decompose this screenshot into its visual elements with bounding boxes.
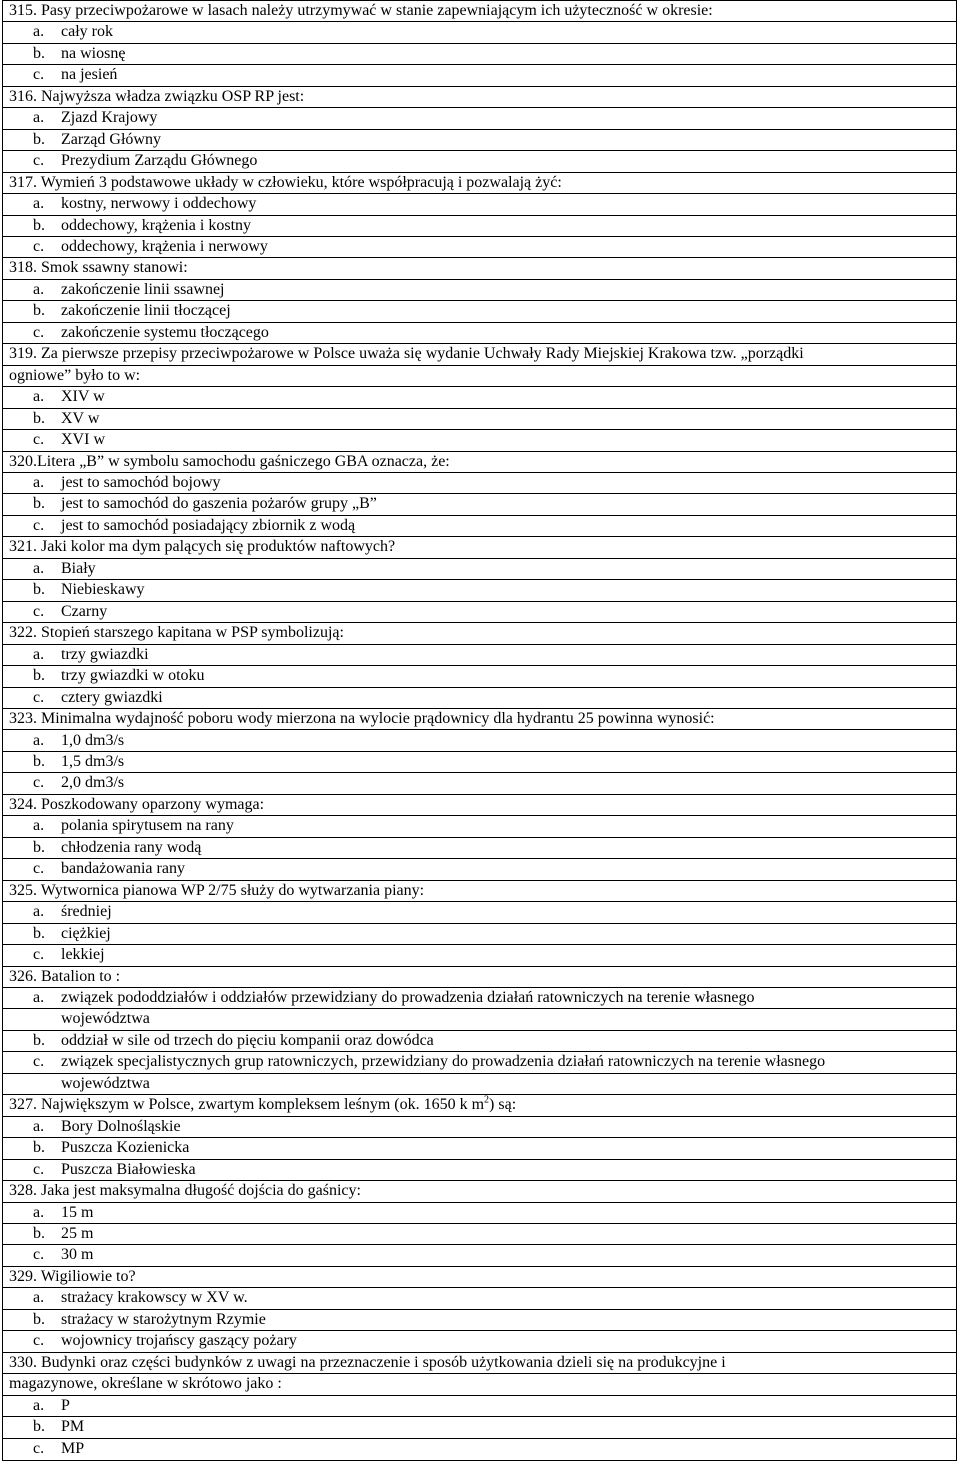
answer-letter: b. bbox=[33, 667, 45, 685]
answer-text: XIV w bbox=[61, 388, 105, 406]
answer-row bbox=[3, 1052, 956, 1073]
answer-text: województwa bbox=[61, 1074, 150, 1092]
answer-text: Zarząd Główny bbox=[61, 130, 161, 148]
answer-letter: b. bbox=[33, 130, 45, 148]
superscript: 2 bbox=[484, 1094, 490, 1106]
answer-text: zakończenie linii tłoczącej bbox=[61, 302, 231, 320]
answer-row bbox=[3, 816, 956, 837]
answer-text: P bbox=[61, 1396, 70, 1414]
answer-row bbox=[3, 666, 956, 687]
answer-text: na jesień bbox=[61, 66, 118, 84]
answer-text: bandażowania rany bbox=[61, 860, 185, 878]
answer-row bbox=[3, 1117, 956, 1138]
answer-text: Puszcza Białowieska bbox=[61, 1160, 196, 1178]
answer-text: związek specjalistycznych grup ratowniczych, przewidziany do prowadzenia działań ratowniczych na terenie własnego bbox=[61, 1053, 826, 1071]
answer-letter: a. bbox=[33, 280, 45, 298]
answer-letter: a. bbox=[33, 731, 45, 749]
question-row bbox=[3, 258, 956, 279]
answer-letter: a. bbox=[33, 474, 45, 492]
answer-letter: c. bbox=[33, 323, 45, 341]
answer-text: 30 m bbox=[61, 1246, 94, 1264]
answer-row bbox=[3, 580, 956, 601]
answer-row bbox=[3, 280, 956, 301]
answer-letter: a. bbox=[33, 903, 45, 921]
question-row bbox=[3, 1095, 956, 1116]
question-text: 323. Minimalna wydajność poboru wody mierzona na wylocie prądownicy dla hydrantu 25 powinna wynosić: bbox=[9, 710, 715, 728]
answer-row bbox=[3, 602, 956, 623]
answer-text: 1,5 dm3/s bbox=[61, 752, 125, 770]
answer-text: Niebieskawy bbox=[61, 581, 145, 599]
answer-letter: a. bbox=[33, 1396, 45, 1414]
answer-letter: a. bbox=[33, 195, 45, 213]
answer-row bbox=[3, 924, 956, 945]
answer-text: oddział w sile od trzech do pięciu kompanii oraz dowódca bbox=[61, 1031, 434, 1049]
question-text: 330. Budynki oraz części budynków z uwagi na przeznaczenie i sposób użytkowania dzieli się na produkcyjne i bbox=[9, 1353, 726, 1371]
answer-letter: b. bbox=[33, 1310, 45, 1328]
question-row-continued bbox=[3, 366, 956, 387]
answer-letter: a. bbox=[33, 817, 45, 835]
answer-text: województwa bbox=[61, 1010, 150, 1028]
answer-text: Czarny bbox=[61, 602, 108, 620]
answer-row bbox=[3, 1417, 956, 1438]
answer-letter: a. bbox=[33, 988, 45, 1006]
answer-letter: c. bbox=[33, 1439, 45, 1457]
answer-letter: b. bbox=[33, 1224, 45, 1242]
question-row bbox=[3, 967, 956, 988]
answer-row bbox=[3, 65, 956, 86]
answer-row bbox=[3, 494, 956, 515]
answer-letter: c. bbox=[33, 152, 45, 170]
answer-text: na wiosnę bbox=[61, 44, 126, 62]
answer-letter: c. bbox=[33, 238, 45, 255]
answer-text: lekkiej bbox=[61, 946, 105, 964]
answer-text: 25 m bbox=[61, 1224, 94, 1242]
answer-text: jest to samochód posiadający zbiornik z wodą bbox=[61, 516, 356, 534]
answer-letter: b. bbox=[33, 924, 45, 942]
answer-letter: a. bbox=[33, 388, 45, 406]
answer-row-continued bbox=[3, 1009, 956, 1030]
answer-letter: b. bbox=[33, 838, 45, 856]
answer-row bbox=[3, 1203, 956, 1224]
answer-row bbox=[3, 559, 956, 580]
answer-text: wojownicy trojańscy gaszący pożary bbox=[61, 1332, 297, 1350]
question-row bbox=[3, 1, 956, 22]
answer-row bbox=[3, 859, 956, 880]
answer-row bbox=[3, 988, 956, 1009]
answer-text: jest to samochód bojowy bbox=[61, 474, 221, 492]
question-row bbox=[3, 344, 956, 365]
question-text: ogniowe” było to w: bbox=[9, 366, 141, 384]
answer-row bbox=[3, 1245, 956, 1266]
answer-row bbox=[3, 688, 956, 709]
answer-text: polania spirytusem na rany bbox=[61, 817, 234, 835]
answer-row bbox=[3, 838, 956, 859]
answer-row bbox=[3, 1224, 956, 1245]
answer-text: cały rok bbox=[61, 23, 113, 41]
answer-text: kostny, nerwowy i oddechowy bbox=[61, 195, 257, 213]
answer-row bbox=[3, 1031, 956, 1052]
answer-row bbox=[3, 151, 956, 172]
question-row bbox=[3, 452, 956, 473]
answer-row bbox=[3, 473, 956, 494]
answer-text: ciężkiej bbox=[61, 924, 111, 942]
answer-row bbox=[3, 516, 956, 537]
answer-letter: b. bbox=[33, 44, 45, 62]
answer-text: MP bbox=[61, 1439, 85, 1457]
answer-letter: b. bbox=[33, 302, 45, 320]
answer-text: jest to samochód do gaszenia pożarów grupy „B” bbox=[61, 495, 377, 513]
answer-text: Biały bbox=[61, 559, 96, 577]
answer-letter: c. bbox=[33, 66, 45, 84]
question-row bbox=[3, 795, 956, 816]
question-text: 317. Wymień 3 podstawowe układy w człowieku, które współpracują i pozwalają żyć: bbox=[9, 173, 562, 191]
question-text: 316. Najwyższa władza związku OSP RP jest: bbox=[9, 87, 305, 105]
answer-row bbox=[3, 44, 956, 65]
answer-text: Zjazd Krajowy bbox=[61, 109, 158, 127]
question-text: 319. Za pierwsze przepisy przeciwpożarowe w Polsce uważa się wydanie Uchwały Rady Miejskiej Krakowa tzw. „porządki bbox=[9, 345, 804, 363]
answer-letter: b. bbox=[33, 495, 45, 513]
answer-row bbox=[3, 194, 956, 215]
answer-row bbox=[3, 237, 956, 258]
question-row bbox=[3, 173, 956, 194]
answer-row bbox=[3, 773, 956, 794]
answer-letter: a. bbox=[33, 559, 45, 577]
question-row bbox=[3, 881, 956, 902]
answer-text: Bory Dolnośląskie bbox=[61, 1117, 181, 1135]
answer-letter: b. bbox=[33, 216, 45, 234]
question-text: 328. Jaka jest maksymalna długość dojścia do gaśnicy: bbox=[9, 1182, 361, 1200]
answer-text: XVI w bbox=[61, 431, 105, 449]
answer-text: XV w bbox=[61, 409, 100, 427]
answer-row bbox=[3, 902, 956, 923]
answer-letter: b. bbox=[33, 1139, 45, 1157]
question-text: 321. Jaki kolor ma dym palących się produktów naftowych? bbox=[9, 538, 396, 556]
answer-row bbox=[3, 301, 956, 322]
answer-letter: a. bbox=[33, 1203, 45, 1221]
answer-row bbox=[3, 430, 956, 451]
quiz-table bbox=[2, 0, 957, 1461]
answer-row bbox=[3, 1331, 956, 1352]
answer-row bbox=[3, 1396, 956, 1417]
answer-text: Prezydium Zarządu Głównego bbox=[61, 152, 258, 170]
question-row-continued bbox=[3, 1374, 956, 1395]
answer-text: związek pododdziałów i oddziałów przewidziany do prowadzenia działań ratowniczych na terenie własnego bbox=[61, 988, 755, 1006]
answer-text: chłodzenia rany wodą bbox=[61, 838, 202, 856]
answer-row bbox=[3, 1288, 956, 1309]
answer-letter: c. bbox=[33, 431, 45, 449]
answer-letter: c. bbox=[33, 1053, 45, 1071]
answer-row bbox=[3, 1310, 956, 1331]
question-row bbox=[3, 87, 956, 108]
answer-letter: c. bbox=[33, 602, 45, 620]
answer-row bbox=[3, 731, 956, 752]
answer-text: zakończenie linii ssawnej bbox=[61, 280, 225, 298]
question-text: 324. Poszkodowany oparzony wymaga: bbox=[9, 795, 265, 813]
answer-text: 1,0 dm3/s bbox=[61, 731, 125, 749]
question-row bbox=[3, 1181, 956, 1202]
question-text: magazynowe, określane w skrótowo jako : bbox=[9, 1375, 282, 1393]
answer-row bbox=[3, 409, 956, 430]
answer-letter: c. bbox=[33, 1160, 45, 1178]
answer-text: 15 m bbox=[61, 1203, 94, 1221]
question-row bbox=[3, 709, 956, 730]
answer-letter: a. bbox=[33, 23, 45, 41]
answer-row-continued bbox=[3, 1074, 956, 1095]
answer-row bbox=[3, 22, 956, 43]
answer-letter: c. bbox=[33, 1246, 45, 1264]
answer-row bbox=[3, 645, 956, 666]
answer-text: oddechowy, krążenia i nerwowy bbox=[61, 238, 268, 255]
answer-row bbox=[3, 1160, 956, 1181]
answer-text: cztery gwiazdki bbox=[61, 688, 163, 706]
question-text: 329. Wigiliowie to? bbox=[9, 1267, 136, 1285]
question-text: 315. Pasy przeciwpożarowe w lasach należy utrzymywać w stanie zapewniającym ich użyteczność w okresie: bbox=[9, 2, 713, 19]
answer-text: Puszcza Kozienicka bbox=[61, 1139, 190, 1157]
answer-letter: c. bbox=[33, 1332, 45, 1350]
answer-row bbox=[3, 752, 956, 773]
answer-text: trzy gwiazdki bbox=[61, 645, 149, 663]
question-row bbox=[3, 1353, 956, 1374]
question-text: 318. Smok ssawny stanowi: bbox=[9, 259, 188, 277]
question-row bbox=[3, 1267, 956, 1288]
answer-letter: b. bbox=[33, 409, 45, 427]
answer-row bbox=[3, 387, 956, 408]
answer-letter: b. bbox=[33, 1418, 45, 1436]
question-text: 320.Litera „B” w symbolu samochodu gaśniczego GBA oznacza, że: bbox=[9, 452, 450, 470]
answer-row bbox=[3, 216, 956, 237]
answer-letter: c. bbox=[33, 774, 45, 792]
answer-letter: b. bbox=[33, 581, 45, 599]
answer-letter: a. bbox=[33, 645, 45, 663]
answer-row bbox=[3, 945, 956, 966]
answer-letter: c. bbox=[33, 516, 45, 534]
answer-text: trzy gwiazdki w otoku bbox=[61, 667, 205, 685]
answer-text: oddechowy, krążenia i kostny bbox=[61, 216, 252, 234]
answer-letter: c. bbox=[33, 860, 45, 878]
question-text: 326. Batalion to : bbox=[9, 967, 121, 985]
answer-letter: c. bbox=[33, 688, 45, 706]
question-text: 322. Stopień starszego kapitana w PSP symbolizują: bbox=[9, 624, 344, 642]
question-row bbox=[3, 623, 956, 644]
answer-text: strażacy krakowscy w XV w. bbox=[61, 1289, 248, 1307]
answer-letter: a. bbox=[33, 1117, 45, 1135]
answer-row bbox=[3, 1138, 956, 1159]
answer-text: średniej bbox=[61, 903, 112, 921]
answer-text: 2,0 dm3/s bbox=[61, 774, 125, 792]
question-row bbox=[3, 537, 956, 558]
answer-text: strażacy w starożytnym Rzymie bbox=[61, 1310, 266, 1328]
question-text-tail: ) są: bbox=[489, 1096, 517, 1114]
answer-row bbox=[3, 130, 956, 151]
answer-text: zakończenie systemu tłoczącego bbox=[61, 323, 269, 341]
answer-text: PM bbox=[61, 1418, 85, 1436]
answer-letter: a. bbox=[33, 1289, 45, 1307]
answer-letter: a. bbox=[33, 109, 45, 127]
question-text: 325. Wytwornica pianowa WP 2/75 służy do wytwarzania piany: bbox=[9, 881, 425, 899]
answer-letter: c. bbox=[33, 946, 45, 964]
answer-row bbox=[3, 108, 956, 129]
answer-row bbox=[3, 1439, 956, 1460]
question-text: 327. Największym w Polsce, zwartym kompleksem leśnym (ok. 1650 k m bbox=[9, 1096, 485, 1114]
answer-letter: b. bbox=[33, 752, 45, 770]
answer-row bbox=[3, 323, 956, 344]
answer-letter: b. bbox=[33, 1031, 45, 1049]
